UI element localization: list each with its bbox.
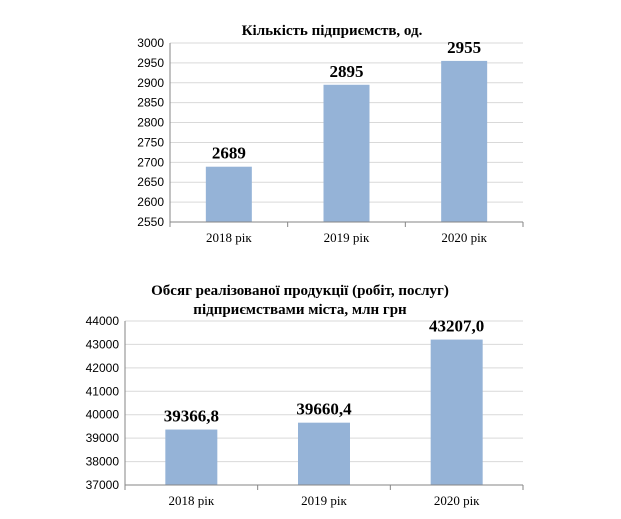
data-label: 2689	[211, 143, 246, 163]
y-tick-label: 39000	[85, 431, 119, 446]
y-tick-label: 2700	[137, 155, 164, 170]
chart1-title: Кількість підприємств, од.	[241, 23, 423, 39]
bar	[165, 430, 217, 485]
bar	[441, 61, 487, 222]
y-tick-label: 37000	[85, 478, 119, 492]
chart2-title-line1: Обсяг реалізованої продукції (робіт, послуг)	[151, 283, 449, 299]
y-tick-label: 2650	[137, 175, 164, 190]
y-tick-label: 2800	[137, 115, 164, 130]
category-label: 2019 рік	[301, 493, 347, 508]
category-label: 2020 рік	[441, 230, 488, 245]
bar	[298, 423, 350, 485]
y-tick-label: 42000	[85, 360, 119, 375]
y-tick-label: 2850	[137, 95, 164, 110]
category-label: 2018 рік	[168, 493, 215, 508]
data-label: 43207,0	[429, 316, 485, 336]
y-tick-label: 3000	[137, 36, 164, 50]
y-tick-label: 40000	[85, 407, 119, 422]
y-tick-label: 2550	[137, 215, 164, 229]
category-label: 2020 рік	[433, 493, 480, 508]
data-label: 39660,4	[296, 399, 352, 419]
y-tick-label: 41000	[85, 384, 119, 399]
y-tick-label: 2750	[137, 135, 164, 150]
category-label: 2019 рік	[323, 230, 370, 245]
category-label: 2018 рік	[205, 230, 252, 245]
y-tick-label: 38000	[85, 454, 119, 469]
data-label: 39366,8	[163, 406, 219, 426]
y-tick-label: 2900	[137, 75, 164, 90]
y-tick-label: 2600	[137, 195, 164, 210]
bar	[324, 85, 370, 222]
data-label: 2895	[329, 61, 364, 81]
y-tick-label: 43000	[85, 337, 119, 352]
y-tick-label: 44000	[85, 314, 119, 328]
bar	[206, 167, 252, 222]
bar	[431, 340, 483, 485]
chart2-title-line2: підприємствами міста, млн грн	[193, 302, 407, 318]
data-label: 2955	[447, 37, 482, 57]
chart-sales-volume	[0, 260, 621, 519]
y-tick-label: 2950	[137, 55, 164, 70]
